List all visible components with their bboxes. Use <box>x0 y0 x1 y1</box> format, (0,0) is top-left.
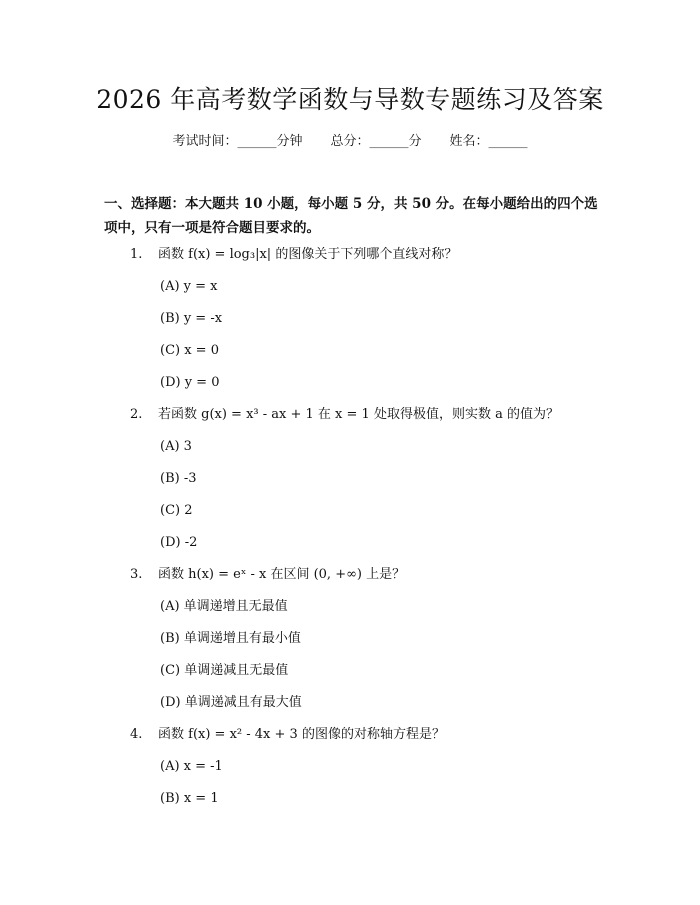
option-3b: (B) 单调递增且有最小值 <box>160 631 301 646</box>
option-1d: (D) y = 0 <box>160 375 220 390</box>
question-text: 若函数 g(x) = x³ - ax + 1 在 x = 1 处取得极值，则实数 a 的值为？ <box>158 407 559 422</box>
option-2d: (D) -2 <box>160 535 198 550</box>
question-number: 4. <box>130 727 143 742</box>
option-3c: (C) 单调递减且无最值 <box>160 663 289 678</box>
option-1c: (C) x = 0 <box>160 343 219 358</box>
question-2 <box>130 405 559 425</box>
option-2c: (C) 2 <box>160 503 193 518</box>
question-number: 1. <box>130 247 143 262</box>
question-text: 函数 f(x) = x² - 4x + 3 的图像的对称轴方程是？ <box>158 727 445 742</box>
question-number: 3. <box>130 567 143 582</box>
section-heading: 一、选择题：本大题共 10 小题，每小题 5 分，共 50 分。在每小题给出的四个选项中，只有一项是符合题目要求的。 <box>104 196 598 236</box>
exam-time-field: 考试时间：______分钟 <box>172 134 303 149</box>
exam-info <box>0 132 700 152</box>
option-3a: (A) 单调递增且无最值 <box>160 599 288 614</box>
question-text: 函数 h(x) = eˣ - x 在区间 (0, +∞) 上是？ <box>158 567 406 582</box>
question-text: 函数 f(x) = log₃|x| 的图像关于下列哪个直线对称？ <box>158 247 458 262</box>
option-2b: (B) -3 <box>160 471 197 486</box>
page-title: 2026 年高考数学函数与导数专题练习及答案 <box>96 85 604 114</box>
question-4 <box>130 725 445 745</box>
question-3 <box>130 565 405 585</box>
name-field: 姓名：______ <box>449 134 528 149</box>
option-1b: (B) y = -x <box>160 311 223 326</box>
question-1 <box>130 245 457 265</box>
total-score-field: 总分：______分 <box>330 134 422 149</box>
option-3d: (D) 单调递减且有最大值 <box>160 695 302 710</box>
option-4a: (A) x = -1 <box>160 759 223 774</box>
option-1a: (A) y = x <box>160 279 218 294</box>
option-4b: (B) x = 1 <box>160 791 219 806</box>
option-2a: (A) 3 <box>160 439 192 454</box>
question-number: 2. <box>130 407 143 422</box>
